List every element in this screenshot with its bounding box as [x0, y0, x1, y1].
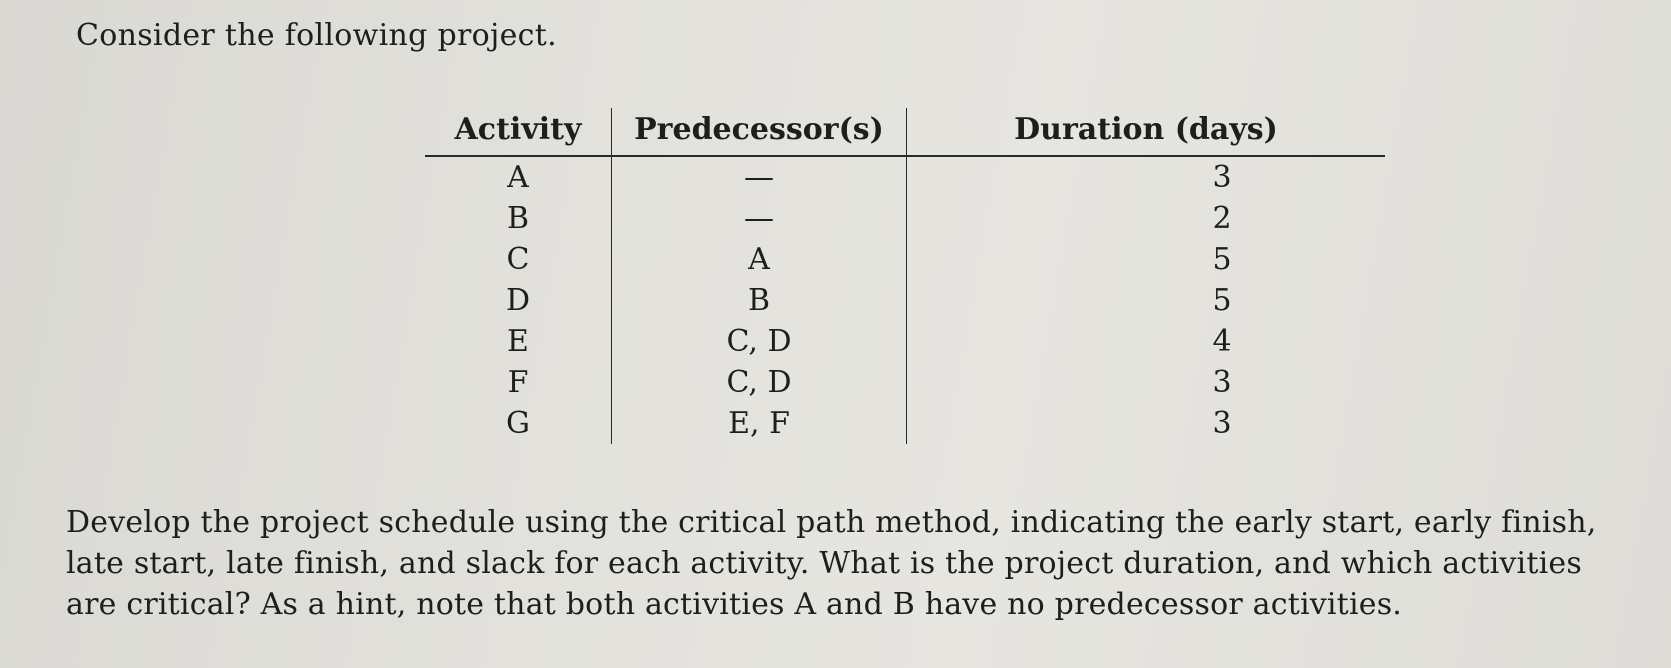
cell-predecessors: A	[612, 239, 907, 280]
header-duration: Duration (days)	[907, 108, 1386, 156]
header-predecessors: Predecessor(s)	[612, 108, 907, 156]
cell-predecessors: B	[612, 280, 907, 321]
cell-duration: 3	[907, 403, 1386, 444]
table-header-row	[425, 108, 1385, 156]
cell-activity: F	[507, 365, 529, 400]
cell-duration: 3	[907, 156, 1386, 198]
project-table-wrapper	[425, 108, 1385, 444]
header-activity: Activity	[425, 108, 612, 156]
cell-duration: 5	[907, 280, 1386, 321]
cell-duration: 5	[907, 239, 1386, 280]
table-row	[425, 198, 1385, 239]
cell-predecessors: E, F	[612, 403, 907, 444]
cell-activity: E	[507, 324, 529, 359]
cell-predecessors: C, D	[612, 321, 907, 362]
cell-duration: 4	[907, 321, 1386, 362]
cell-predecessors: C, D	[612, 362, 907, 403]
table-row	[425, 239, 1385, 280]
table-row	[425, 156, 1385, 198]
cell-activity: G	[506, 406, 530, 441]
table-row	[425, 362, 1385, 403]
project-table	[425, 108, 1385, 444]
cell-duration: 3	[907, 362, 1386, 403]
table-row	[425, 280, 1385, 321]
cell-activity: A	[507, 160, 529, 195]
intro-text: Consider the following project.	[76, 18, 557, 53]
cell-predecessors: —	[612, 156, 907, 198]
table-row	[425, 321, 1385, 362]
cell-predecessors: —	[612, 198, 907, 239]
question-text: Develop the project schedule using the critical path method, indicating the early start, early finish, late start, late finish, and slack for each activity. What is the project duration, and which activities are critical? As a hint, note that both activities A and B have no predecessor activities.	[66, 505, 1597, 622]
cell-activity: C	[506, 242, 530, 277]
cell-duration: 2	[907, 198, 1386, 239]
cell-activity: D	[505, 283, 531, 318]
cell-activity: B	[506, 201, 530, 236]
table-row	[425, 403, 1385, 444]
